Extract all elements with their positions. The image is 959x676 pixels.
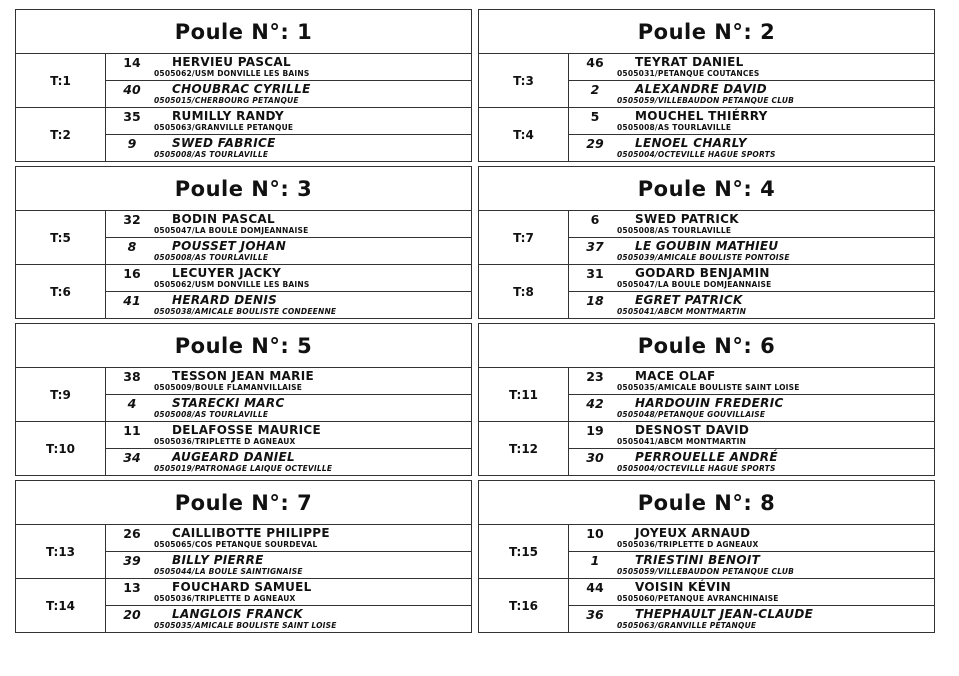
table-number: T:8	[479, 265, 569, 319]
player-club: 0505035/AMICALE BOULISTE SAINT LOISE	[617, 383, 800, 392]
table-number: T:13	[16, 525, 106, 578]
player-name: PERROUELLE ANDRÉ	[635, 450, 778, 464]
player-club: 0505009/BOULE FLAMANVILLAISE	[154, 383, 303, 392]
player-number: 44	[586, 580, 604, 595]
player-number: 5	[590, 109, 600, 124]
player-club: 0505041/ABCM MONTMARTIN	[617, 437, 747, 446]
player-two	[106, 135, 471, 162]
player-two	[106, 449, 471, 476]
table-number: T:16	[479, 579, 569, 633]
player-name: MACE OLAF	[635, 369, 716, 383]
player-club: 0505063/GRANVILLE PETANQUE	[154, 123, 294, 132]
match-row	[479, 54, 934, 108]
poule-block	[478, 323, 935, 476]
player-number: 36	[586, 607, 604, 622]
table-number: T:9	[16, 368, 106, 421]
player-number: 14	[123, 55, 141, 70]
player-club: 0505062/USM DONVILLE LES BAINS	[154, 69, 310, 78]
poule-block	[478, 9, 935, 162]
player-name: RUMILLY RANDY	[172, 109, 284, 123]
match-row	[16, 368, 471, 422]
player-number: 38	[123, 369, 141, 384]
player-club: 0505004/OCTEVILLE HAGUE SPORTS	[617, 150, 776, 159]
player-club: 0505041/ABCM MONTMARTIN	[617, 307, 747, 316]
player-name: SWED FABRICE	[172, 136, 276, 150]
player-name: HERARD DENIS	[172, 293, 278, 307]
player-number: 39	[123, 553, 141, 568]
player-club: 0505008/AS TOURLAVILLE	[617, 226, 732, 235]
player-name: THEPHAULT JEAN-CLAUDE	[635, 607, 814, 621]
poule-title: Poule N°: 8	[479, 481, 934, 525]
poule-block	[15, 9, 472, 162]
player-one	[106, 579, 471, 606]
table-number: T:14	[16, 579, 106, 633]
player-number: 18	[586, 293, 604, 308]
player-two	[106, 606, 471, 633]
player-one	[569, 368, 934, 395]
player-one	[569, 108, 934, 135]
player-name: VOISIN KÉVIN	[635, 580, 731, 594]
player-name: EGRET PATRICK	[635, 293, 743, 307]
player-two	[106, 292, 471, 319]
poule-title: Poule N°: 1	[16, 10, 471, 54]
player-number: 41	[123, 293, 141, 308]
player-number: 10	[586, 526, 604, 541]
player-name: STARECKI MARC	[172, 396, 285, 410]
match-row	[479, 108, 934, 162]
player-name: LENOEL CHARLY	[635, 136, 747, 150]
poule-title: Poule N°: 3	[16, 167, 471, 211]
table-number: T:11	[479, 368, 569, 421]
player-club: 0505048/PETANQUE GOUVILLAISE	[617, 410, 766, 419]
player-name: CAILLIBOTTE PHILIPPE	[172, 526, 330, 540]
player-name: JOYEUX ARNAUD	[635, 526, 751, 540]
poule-title: Poule N°: 2	[479, 10, 934, 54]
match-row	[479, 525, 934, 579]
player-number: 4	[127, 396, 137, 411]
table-number: T:4	[479, 108, 569, 162]
poule-title: Poule N°: 6	[479, 324, 934, 368]
player-name: LE GOUBIN MATHIEU	[635, 239, 779, 253]
table-number: T:3	[479, 54, 569, 107]
player-number: 37	[586, 239, 604, 254]
player-name: POUSSET JOHAN	[172, 239, 287, 253]
player-number: 26	[123, 526, 141, 541]
poule-title: Poule N°: 4	[479, 167, 934, 211]
player-club: 0505047/LA BOULE DOMJEANNAISE	[617, 280, 772, 289]
player-club: 0505063/GRANVILLE PETANQUE	[617, 621, 757, 630]
player-two	[569, 238, 934, 265]
player-one	[106, 525, 471, 552]
player-club: 0505060/PETANQUE AVRANCHINAISE	[617, 594, 779, 603]
player-one	[106, 368, 471, 395]
player-one	[106, 211, 471, 238]
player-name: ALEXANDRE DAVID	[635, 82, 767, 96]
player-two	[569, 81, 934, 108]
player-club: 0505062/USM DONVILLE LES BAINS	[154, 280, 310, 289]
player-club: 0505044/LA BOULE SAINTIGNAISE	[154, 567, 303, 576]
match-row	[16, 525, 471, 579]
player-club: 0505039/AMICALE BOULISTE PONTOISE	[617, 253, 790, 262]
player-name: DESNOST DAVID	[635, 423, 750, 437]
match-row	[16, 579, 471, 633]
player-club: 0505065/COS PETANQUE SOURDEVAL	[154, 540, 318, 549]
player-number: 40	[123, 82, 141, 97]
player-number: 20	[123, 607, 141, 622]
table-number: T:7	[479, 211, 569, 264]
player-number: 2	[590, 82, 600, 97]
player-one	[569, 579, 934, 606]
player-number: 8	[127, 239, 137, 254]
player-name: BODIN PASCAL	[172, 212, 275, 226]
player-one	[106, 265, 471, 292]
player-two	[106, 552, 471, 579]
player-number: 16	[123, 266, 141, 281]
poule-title: Poule N°: 5	[16, 324, 471, 368]
player-number: 29	[586, 136, 604, 151]
player-number: 34	[123, 450, 141, 465]
player-club: 0505031/PETANQUE COUTANCES	[617, 69, 760, 78]
player-number: 30	[586, 450, 604, 465]
match-row	[479, 265, 934, 319]
player-number: 35	[123, 109, 141, 124]
player-two	[106, 81, 471, 108]
player-two	[569, 395, 934, 422]
player-club: 0505036/TRIPLETTE D AGNEAUX	[617, 540, 759, 549]
player-club: 0505036/TRIPLETTE D AGNEAUX	[154, 594, 296, 603]
player-club: 0505004/OCTEVILLE HAGUE SPORTS	[617, 464, 776, 473]
match-row	[16, 108, 471, 162]
player-club: 0505008/AS TOURLAVILLE	[154, 150, 269, 159]
table-number: T:6	[16, 265, 106, 319]
match-row	[16, 54, 471, 108]
player-number: 11	[123, 423, 141, 438]
player-one	[569, 422, 934, 449]
player-name: DELAFOSSE MAURICE	[172, 423, 322, 437]
player-name: TRIESTINI BENOIT	[635, 553, 761, 567]
player-club: 0505035/AMICALE BOULISTE SAINT LOISE	[154, 621, 337, 630]
player-name: GODARD BENJAMIN	[635, 266, 770, 280]
player-name: TEYRAT DANIEL	[635, 55, 744, 69]
player-number: 13	[123, 580, 141, 595]
player-one	[106, 54, 471, 81]
player-club: 0505008/AS TOURLAVILLE	[617, 123, 732, 132]
match-row	[479, 422, 934, 476]
player-club: 0505059/VILLEBAUDON PETANQUE CLUB	[617, 567, 795, 576]
player-name: SWED PATRICK	[635, 212, 739, 226]
player-one	[569, 265, 934, 292]
player-number: 42	[586, 396, 604, 411]
player-name: TESSON JEAN MARIE	[172, 369, 314, 383]
player-club: 0505015/CHERBOURG PETANQUE	[154, 96, 299, 105]
table-number: T:12	[479, 422, 569, 476]
player-one	[569, 54, 934, 81]
player-name: HERVIEU PASCAL	[172, 55, 291, 69]
poule-block	[15, 480, 472, 633]
player-two	[106, 238, 471, 265]
player-two	[569, 292, 934, 319]
match-row	[16, 211, 471, 265]
player-number: 19	[586, 423, 604, 438]
player-number: 32	[123, 212, 141, 227]
player-name: FOUCHARD SAMUEL	[172, 580, 312, 594]
player-one	[569, 525, 934, 552]
player-club: 0505047/LA BOULE DOMJEANNAISE	[154, 226, 309, 235]
table-number: T:10	[16, 422, 106, 476]
match-row	[16, 265, 471, 319]
poule-block	[15, 166, 472, 319]
player-number: 31	[586, 266, 604, 281]
player-club: 0505038/AMICALE BOULISTE CONDEENNE	[154, 307, 337, 316]
player-number: 46	[586, 55, 604, 70]
player-name: HARDOUIN FREDERIC	[635, 396, 784, 410]
player-club: 0505008/AS TOURLAVILLE	[154, 410, 269, 419]
player-one	[106, 108, 471, 135]
table-number: T:15	[479, 525, 569, 578]
player-two	[106, 395, 471, 422]
player-number: 1	[590, 553, 600, 568]
player-club: 0505008/AS TOURLAVILLE	[154, 253, 269, 262]
player-two	[569, 135, 934, 162]
poule-block	[478, 166, 935, 319]
player-name: LECUYER JACKY	[172, 266, 282, 280]
player-one	[569, 211, 934, 238]
table-number: T:1	[16, 54, 106, 107]
player-two	[569, 552, 934, 579]
poule-title: Poule N°: 7	[16, 481, 471, 525]
player-name: AUGEARD DANIEL	[172, 450, 296, 464]
player-two	[569, 606, 934, 633]
poule-block	[478, 480, 935, 633]
poule-block	[15, 323, 472, 476]
match-row	[479, 368, 934, 422]
player-name: CHOUBRAC CYRILLE	[172, 82, 311, 96]
match-row	[16, 422, 471, 476]
table-number: T:2	[16, 108, 106, 162]
player-name: LANGLOIS FRANCK	[172, 607, 303, 621]
player-two	[569, 449, 934, 476]
match-row	[479, 579, 934, 633]
player-name: MOUCHEL THIÉRRY	[635, 109, 768, 123]
player-number: 23	[586, 369, 604, 384]
table-number: T:5	[16, 211, 106, 264]
match-row	[479, 211, 934, 265]
player-club: 0505019/PATRONAGE LAIQUE OCTEVILLE	[154, 464, 333, 473]
player-name: BILLY PIERRE	[172, 553, 264, 567]
player-number: 9	[127, 136, 137, 151]
player-number: 6	[590, 212, 600, 227]
player-club: 0505059/VILLEBAUDON PETANQUE CLUB	[617, 96, 795, 105]
player-one	[106, 422, 471, 449]
player-club: 0505036/TRIPLETTE D AGNEAUX	[154, 437, 296, 446]
